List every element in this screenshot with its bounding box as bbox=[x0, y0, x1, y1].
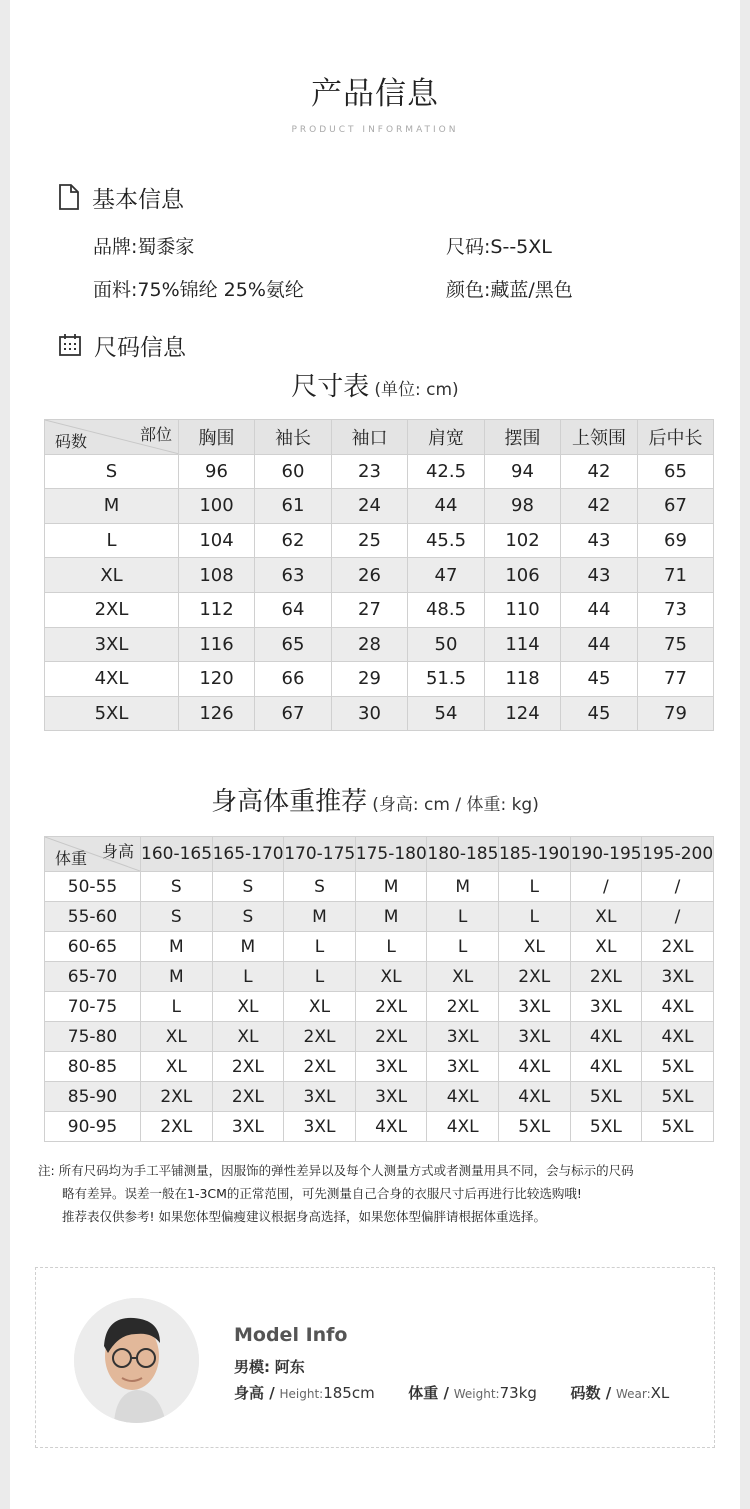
size-table-unit: (单位: cm) bbox=[374, 380, 459, 400]
size-recommend-cell: 3XL bbox=[284, 1082, 356, 1112]
weight-range-cell: 80-85 bbox=[45, 1052, 141, 1082]
measure-cell: 44 bbox=[408, 489, 485, 524]
measure-cell: 114 bbox=[485, 627, 561, 662]
measure-cell: 42.5 bbox=[408, 454, 485, 489]
size-recommend-cell: 3XL bbox=[642, 962, 714, 992]
height-range-header: 175-180 bbox=[355, 837, 427, 872]
measure-cell: 24 bbox=[332, 489, 408, 524]
size-recommend-cell: 4XL bbox=[498, 1052, 570, 1082]
corner-bottom-label: 码数 bbox=[55, 431, 88, 451]
size-recommend-cell: 2XL bbox=[212, 1082, 284, 1112]
measure-cell: 75 bbox=[638, 627, 714, 662]
measure-cell: 45.5 bbox=[408, 523, 485, 558]
size-recommend-cell: 3XL bbox=[427, 1022, 499, 1052]
size-recommend-cell: XL bbox=[427, 962, 499, 992]
table-row bbox=[45, 696, 714, 731]
measure-cell: 25 bbox=[332, 523, 408, 558]
size-label-cell: M bbox=[45, 489, 179, 524]
measure-cell: 44 bbox=[561, 627, 638, 662]
column-header: 摆围 bbox=[485, 420, 561, 455]
size-recommend-cell: 3XL bbox=[212, 1112, 284, 1142]
size-recommend-cell: 4XL bbox=[355, 1112, 427, 1142]
measure-cell: 48.5 bbox=[408, 592, 485, 627]
size-recommend-cell: / bbox=[570, 872, 642, 902]
size-recommend-cell: 3XL bbox=[498, 1022, 570, 1052]
height-range-header: 160-165 bbox=[141, 837, 213, 872]
measure-cell: 124 bbox=[485, 696, 561, 731]
table-row bbox=[45, 558, 714, 593]
size-label-cell: 5XL bbox=[45, 696, 179, 731]
measure-cell: 67 bbox=[255, 696, 332, 731]
color-text: 颜色:藏蓝/黑色 bbox=[446, 279, 573, 301]
table-row bbox=[45, 1112, 714, 1142]
measure-cell: 45 bbox=[561, 696, 638, 731]
measure-cell: 26 bbox=[332, 558, 408, 593]
size-label-cell: S bbox=[45, 454, 179, 489]
size-recommend-cell: 5XL bbox=[498, 1112, 570, 1142]
size-recommend-cell: S bbox=[141, 902, 213, 932]
model-avatar bbox=[74, 1298, 199, 1423]
size-recommend-cell: 2XL bbox=[427, 992, 499, 1022]
recommend-table-header bbox=[45, 837, 714, 872]
calendar-icon bbox=[58, 333, 82, 357]
size-recommend-cell: 4XL bbox=[642, 992, 714, 1022]
table-row bbox=[45, 489, 714, 524]
measure-cell: 62 bbox=[255, 523, 332, 558]
weight-label: 体重 / bbox=[408, 1384, 449, 1402]
note-line-1: 注: 所有尺码均为手工平铺测量，因服饰的弹性差异以及每个人测量方式或者测量用具不同，会与标示的尺码 bbox=[38, 1163, 634, 1178]
size-recommend-cell: 2XL bbox=[141, 1112, 213, 1142]
model-name-line bbox=[234, 1356, 305, 1377]
size-table bbox=[44, 419, 714, 731]
measure-cell: 54 bbox=[408, 696, 485, 731]
size-recommend-cell: XL bbox=[570, 932, 642, 962]
page-subtitle: PRODUCT INFORMATION bbox=[291, 125, 459, 135]
size-recommend-cell: 2XL bbox=[284, 1022, 356, 1052]
weight-range-cell: 65-70 bbox=[45, 962, 141, 992]
size-recommend-cell: 3XL bbox=[355, 1082, 427, 1112]
measure-cell: 79 bbox=[638, 696, 714, 731]
weight-range-cell: 60-65 bbox=[45, 932, 141, 962]
column-header: 上领围 bbox=[561, 420, 638, 455]
size-recommend-cell: L bbox=[498, 902, 570, 932]
size-recommend-cell: L bbox=[141, 992, 213, 1022]
size-recommend-cell: 2XL bbox=[141, 1082, 213, 1112]
height-value: 185cm bbox=[323, 1384, 375, 1402]
model-stats-line bbox=[234, 1382, 669, 1403]
wear-value: XL bbox=[650, 1384, 670, 1402]
model-name: 阿东 bbox=[274, 1358, 305, 1376]
measure-cell: 50 bbox=[408, 627, 485, 662]
column-header: 胸围 bbox=[179, 420, 255, 455]
height-range-header: 165-170 bbox=[212, 837, 284, 872]
size-recommend-cell: / bbox=[642, 872, 714, 902]
size-range-text: 尺码:S--5XL bbox=[446, 236, 552, 258]
measure-cell: 42 bbox=[561, 454, 638, 489]
measure-cell: 51.5 bbox=[408, 662, 485, 697]
size-recommend-cell: M bbox=[212, 932, 284, 962]
measure-cell: 42 bbox=[561, 489, 638, 524]
measure-cell: 67 bbox=[638, 489, 714, 524]
size-recommend-cell: S bbox=[212, 902, 284, 932]
weight-range-cell: 50-55 bbox=[45, 872, 141, 902]
size-recommend-cell: 2XL bbox=[355, 1022, 427, 1052]
size-recommend-cell: XL bbox=[498, 932, 570, 962]
size-table-header bbox=[45, 420, 714, 455]
model-info-card bbox=[35, 1267, 715, 1448]
size-info-title: 尺码信息 bbox=[94, 334, 186, 361]
height-range-header: 195-200 bbox=[642, 837, 714, 872]
basic-info-title: 基本信息 bbox=[92, 186, 184, 213]
wear-label: 码数 / bbox=[570, 1384, 612, 1402]
size-recommend-cell: 5XL bbox=[642, 1082, 714, 1112]
size-recommend-cell: XL bbox=[570, 902, 642, 932]
measure-cell: 116 bbox=[179, 627, 255, 662]
measure-cell: 63 bbox=[255, 558, 332, 593]
table-row bbox=[45, 662, 714, 697]
size-recommend-cell: 4XL bbox=[570, 1022, 642, 1052]
size-recommend-cell: M bbox=[427, 872, 499, 902]
table-row bbox=[45, 992, 714, 1022]
measure-cell: 44 bbox=[561, 592, 638, 627]
size-recommend-cell: L bbox=[355, 932, 427, 962]
measure-cell: 120 bbox=[179, 662, 255, 697]
size-recommend-cell: 4XL bbox=[498, 1082, 570, 1112]
height-en: Height: bbox=[279, 1387, 324, 1401]
measure-cell: 66 bbox=[255, 662, 332, 697]
measure-cell: 65 bbox=[638, 454, 714, 489]
measure-cell: 69 bbox=[638, 523, 714, 558]
measure-cell: 27 bbox=[332, 592, 408, 627]
measure-cell: 45 bbox=[561, 662, 638, 697]
measure-cell: 43 bbox=[561, 523, 638, 558]
measure-cell: 110 bbox=[485, 592, 561, 627]
size-recommend-cell: S bbox=[141, 872, 213, 902]
size-table-title bbox=[0, 366, 750, 403]
size-recommend-cell: XL bbox=[141, 1022, 213, 1052]
measure-cell: 100 bbox=[179, 489, 255, 524]
height-label: 身高 / bbox=[234, 1384, 275, 1402]
table-row bbox=[45, 627, 714, 662]
weight-en: Weight: bbox=[453, 1387, 500, 1401]
measure-cell: 73 bbox=[638, 592, 714, 627]
size-recommend-cell: / bbox=[642, 902, 714, 932]
size-recommend-cell: L bbox=[284, 932, 356, 962]
size-recommend-cell: L bbox=[427, 932, 499, 962]
table-row bbox=[45, 902, 714, 932]
measure-cell: 23 bbox=[332, 454, 408, 489]
size-table-title-text: 尺寸表 bbox=[291, 372, 370, 402]
size-recommend-cell: M bbox=[141, 962, 213, 992]
size-recommend-cell: M bbox=[141, 932, 213, 962]
table-row bbox=[45, 523, 714, 558]
measure-cell: 71 bbox=[638, 558, 714, 593]
weight-range-cell: 75-80 bbox=[45, 1022, 141, 1052]
table-row bbox=[45, 1022, 714, 1052]
recommend-table bbox=[44, 836, 714, 1142]
size-label-cell: XL bbox=[45, 558, 179, 593]
recommend-unit: (身高: cm / 体重: kg) bbox=[372, 795, 539, 815]
measure-cell: 60 bbox=[255, 454, 332, 489]
size-recommend-cell: XL bbox=[212, 1022, 284, 1052]
size-recommend-cell: M bbox=[284, 902, 356, 932]
wear-en: Wear: bbox=[615, 1387, 651, 1401]
table-row bbox=[45, 592, 714, 627]
measure-cell: 47 bbox=[408, 558, 485, 593]
measure-cell: 106 bbox=[485, 558, 561, 593]
size-recommend-cell: XL bbox=[355, 962, 427, 992]
measure-cell: 112 bbox=[179, 592, 255, 627]
basic-info-heading bbox=[58, 181, 184, 213]
size-recommend-cell: M bbox=[355, 872, 427, 902]
height-range-header: 180-185 bbox=[427, 837, 499, 872]
size-info-heading bbox=[58, 329, 186, 361]
measure-cell: 118 bbox=[485, 662, 561, 697]
height-range-header: 190-195 bbox=[570, 837, 642, 872]
size-recommend-cell: 5XL bbox=[642, 1112, 714, 1142]
size-recommend-cell: 2XL bbox=[355, 992, 427, 1022]
size-recommend-cell: 2XL bbox=[212, 1052, 284, 1082]
height-range-header: 170-175 bbox=[284, 837, 356, 872]
size-table-corner bbox=[45, 420, 179, 455]
model-info-title: Model Info bbox=[234, 1324, 348, 1346]
size-label-cell: 3XL bbox=[45, 627, 179, 662]
size-recommend-cell: 2XL bbox=[642, 932, 714, 962]
size-recommend-cell: 4XL bbox=[570, 1052, 642, 1082]
weight-range-cell: 85-90 bbox=[45, 1082, 141, 1112]
size-recommend-cell: L bbox=[284, 962, 356, 992]
size-recommend-cell: S bbox=[212, 872, 284, 902]
measure-cell: 108 bbox=[179, 558, 255, 593]
model-name-label: 男模: bbox=[234, 1358, 270, 1376]
table-row bbox=[45, 962, 714, 992]
weight-range-cell: 55-60 bbox=[45, 902, 141, 932]
size-label-cell: L bbox=[45, 523, 179, 558]
weight-range-cell: 70-75 bbox=[45, 992, 141, 1022]
size-recommend-cell: 3XL bbox=[284, 1112, 356, 1142]
column-header: 后中长 bbox=[638, 420, 714, 455]
height-range-header: 185-190 bbox=[498, 837, 570, 872]
table-row bbox=[45, 872, 714, 902]
measure-cell: 65 bbox=[255, 627, 332, 662]
measure-cell: 98 bbox=[485, 489, 561, 524]
measure-cell: 61 bbox=[255, 489, 332, 524]
measure-cell: 43 bbox=[561, 558, 638, 593]
size-recommend-cell: L bbox=[427, 902, 499, 932]
column-header: 肩宽 bbox=[408, 420, 485, 455]
measure-cell: 29 bbox=[332, 662, 408, 697]
table-row bbox=[45, 1052, 714, 1082]
measure-cell: 77 bbox=[638, 662, 714, 697]
measure-cell: 64 bbox=[255, 592, 332, 627]
size-recommend-cell: XL bbox=[284, 992, 356, 1022]
size-recommend-cell: 2XL bbox=[570, 962, 642, 992]
size-recommend-cell: 4XL bbox=[427, 1112, 499, 1142]
measure-cell: 28 bbox=[332, 627, 408, 662]
corner-top-label: 部位 bbox=[139, 425, 172, 444]
size-recommend-cell: 3XL bbox=[570, 992, 642, 1022]
recommend-table-title bbox=[0, 781, 750, 818]
size-label-cell: 2XL bbox=[45, 592, 179, 627]
measure-cell: 30 bbox=[332, 696, 408, 731]
note-line-3: 推荐表仅供参考! 如果您体型偏瘦建议根据身高选择，如果您体型偏胖请根据体重选择。 bbox=[62, 1209, 546, 1224]
size-recommend-cell: 2XL bbox=[498, 962, 570, 992]
size-recommend-cell: XL bbox=[141, 1052, 213, 1082]
fabric-text: 面料:75%锦纶 25%氨纶 bbox=[93, 279, 304, 301]
table-row bbox=[45, 454, 714, 489]
size-recommend-cell: 4XL bbox=[642, 1022, 714, 1052]
size-recommend-cell: XL bbox=[212, 992, 284, 1022]
measure-cell: 96 bbox=[179, 454, 255, 489]
table-row bbox=[45, 932, 714, 962]
size-recommend-cell: 5XL bbox=[570, 1082, 642, 1112]
table-row bbox=[45, 1082, 714, 1112]
column-header: 袖口 bbox=[332, 420, 408, 455]
size-label-cell: 4XL bbox=[45, 662, 179, 697]
size-recommend-cell: L bbox=[498, 872, 570, 902]
corner-bottom-label: 体重 bbox=[55, 849, 88, 868]
weight-value: 73kg bbox=[499, 1384, 537, 1402]
recommend-table-corner bbox=[45, 837, 141, 872]
brand-text: 品牌:蜀黍家 bbox=[93, 236, 195, 258]
size-recommend-cell: 3XL bbox=[427, 1052, 499, 1082]
size-recommend-cell: M bbox=[355, 902, 427, 932]
size-recommend-cell: 5XL bbox=[642, 1052, 714, 1082]
measure-cell: 126 bbox=[179, 696, 255, 731]
size-recommend-cell: L bbox=[212, 962, 284, 992]
weight-range-cell: 90-95 bbox=[45, 1112, 141, 1142]
note-line-2: 略有差异。误差一般在1-3CM的正常范围，可先测量自己合身的衣服尺寸后再进行比较选购哦! bbox=[62, 1186, 582, 1201]
measure-cell: 94 bbox=[485, 454, 561, 489]
size-recommend-cell: 2XL bbox=[284, 1052, 356, 1082]
measure-cell: 104 bbox=[179, 523, 255, 558]
column-header: 袖长 bbox=[255, 420, 332, 455]
size-recommend-cell: 5XL bbox=[570, 1112, 642, 1142]
size-recommend-cell: 3XL bbox=[355, 1052, 427, 1082]
size-recommend-cell: 4XL bbox=[427, 1082, 499, 1112]
recommend-title-text: 身高体重推荐 bbox=[211, 787, 368, 817]
size-recommend-cell: 3XL bbox=[498, 992, 570, 1022]
corner-top-label: 身高 bbox=[101, 842, 134, 861]
document-icon bbox=[58, 184, 80, 210]
measure-cell: 102 bbox=[485, 523, 561, 558]
page-title: 产品信息 bbox=[311, 76, 439, 112]
size-recommend-cell: S bbox=[284, 872, 356, 902]
